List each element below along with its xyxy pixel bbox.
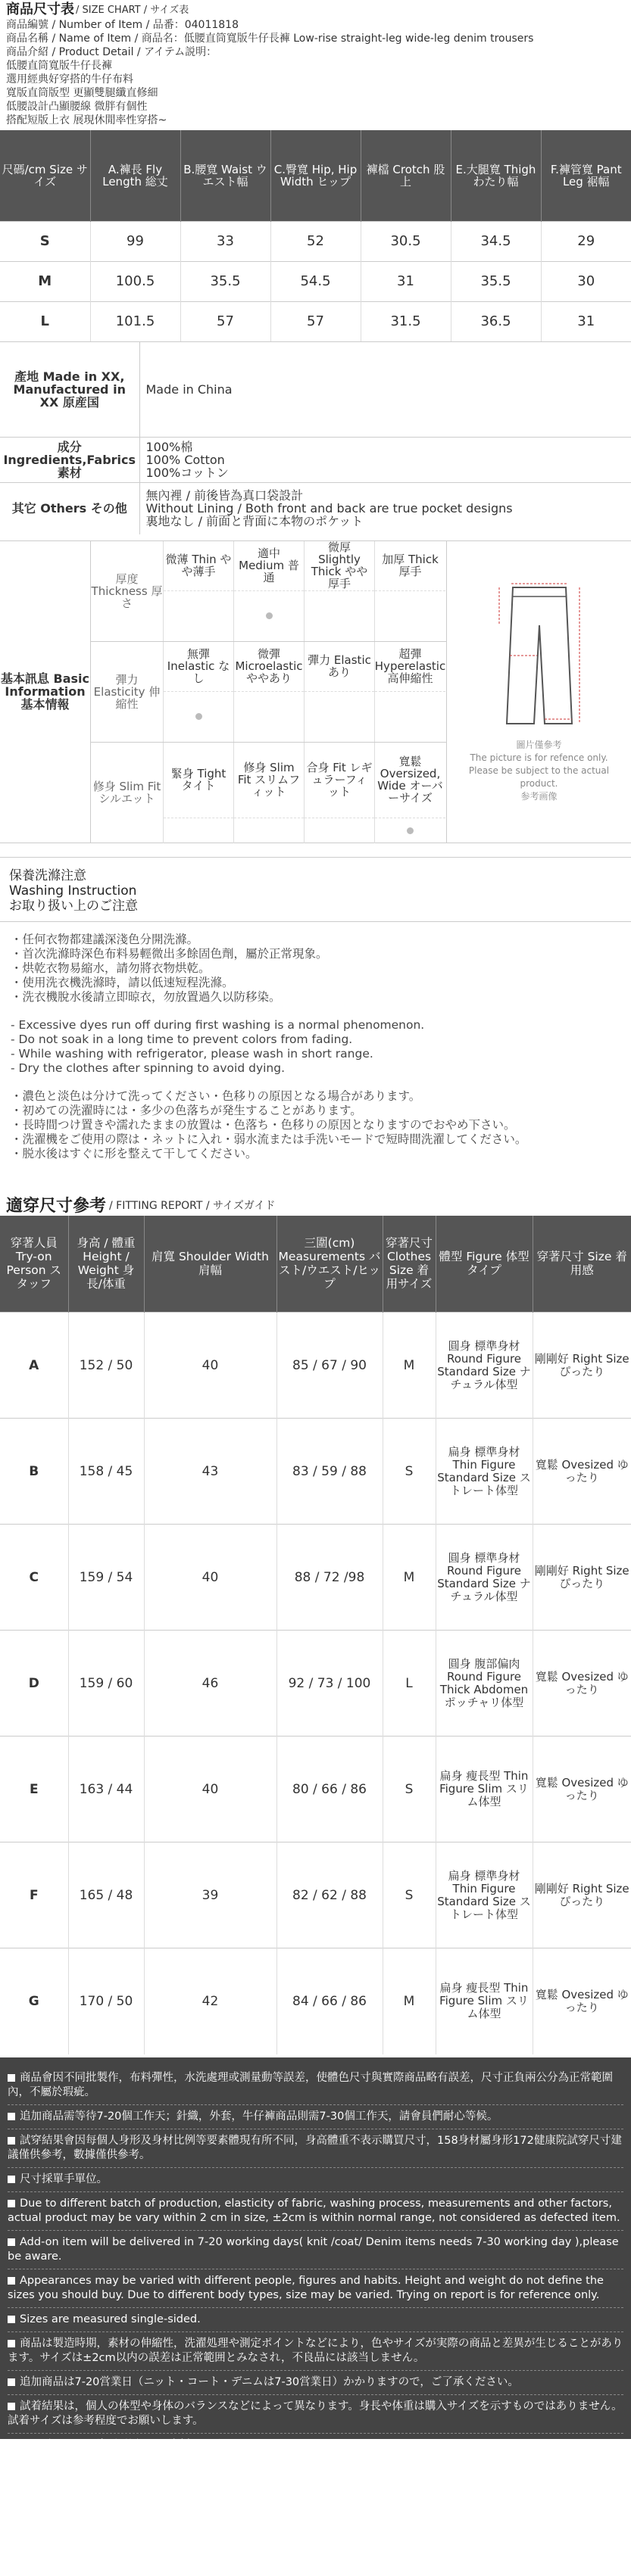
fit-cell: 159 / 54 bbox=[68, 1525, 144, 1631]
note-text: Appearances may be varied with different people, figures and habits. Height and weight do not define the sizes you should buy. Due to different body types, size may be varied. Trying on report is for reference only. bbox=[8, 2274, 604, 2301]
fit-header: 肩寬 Shoulder Width 肩幅 bbox=[144, 1216, 276, 1313]
size-header: F.褲管寬 Pant Leg 裾幅 bbox=[541, 130, 631, 221]
thickness-head: 厚度 Thickness 厚さ bbox=[91, 541, 164, 641]
caption-line: 参考画像 bbox=[520, 791, 558, 802]
wash-line: - Excessive dyes run off during first washing is a normal phenomenon. bbox=[11, 1017, 425, 1032]
size-cell: 31 bbox=[541, 301, 631, 341]
fit-cell: 剛剛好 Right Size ぴったり bbox=[533, 1842, 631, 1948]
size-header: C.臀寬 Hip, Hip Width ヒップ bbox=[270, 130, 361, 221]
size-cell: 31 bbox=[361, 261, 451, 301]
size-chart-title-bold: 商品尺寸表 bbox=[6, 2, 74, 17]
fit-option: 合身 Fit レギュラーフィット bbox=[305, 743, 374, 818]
fit-option: 寬鬆 Oversized, Wide オーバーサイズ bbox=[375, 743, 445, 818]
fit-cell: S bbox=[383, 1737, 436, 1842]
origin-value: Made in China bbox=[139, 342, 631, 438]
basic-information bbox=[0, 540, 631, 843]
fit-cell: S bbox=[383, 1419, 436, 1525]
size-cell: 35.5 bbox=[180, 261, 270, 301]
ingredients-line: 100%コットン bbox=[145, 466, 229, 480]
trousers-icon bbox=[483, 580, 596, 731]
square-bullet-icon bbox=[8, 2316, 15, 2323]
fit-cell: 40 bbox=[144, 1525, 276, 1631]
fit-header: 穿著尺寸 Clothes Size 着用サイズ bbox=[383, 1216, 436, 1313]
others-value bbox=[139, 483, 631, 534]
fit-cell: 圓身 標準身材 Round Figure Standard Size ナチュラル体型 bbox=[436, 1525, 533, 1631]
fit-cell: 159 / 60 bbox=[68, 1631, 144, 1737]
fit-cell: 163 / 44 bbox=[68, 1737, 144, 1842]
fit-cell: 寬鬆 Ovesized ゆったり bbox=[533, 1737, 631, 1842]
wash-line: ・濃色と淡色は分けて洗ってください・色移りの原因となる場合があります。 bbox=[11, 1089, 421, 1103]
fit-cell: 剛剛好 Right Size ぴったり bbox=[533, 1525, 631, 1631]
fit-header: 穿著人員 Try-on Person スタッフ bbox=[0, 1216, 68, 1313]
info-line: 商品名稱 / Name of Item / 商品名：低腰直筒寬版牛仔長褲 Low-rise straight-leg wide-leg denim trousers bbox=[6, 33, 534, 45]
fit-cell: 83 / 59 / 88 bbox=[276, 1419, 383, 1525]
ingredients-line: 100% Cotton bbox=[145, 453, 225, 467]
fit-header: 三圍(cm) Measurements バスト/ウエスト/ヒップ bbox=[276, 1216, 383, 1313]
elasticity-option: 無彈 Inelastic なし bbox=[164, 642, 233, 692]
fit-option: 修身 Slim Fit スリムフィット bbox=[234, 743, 304, 818]
selected-dot-icon bbox=[266, 612, 273, 619]
table-row bbox=[0, 1313, 631, 1419]
size-cell: 30 bbox=[541, 261, 631, 301]
square-bullet-icon bbox=[8, 2277, 15, 2285]
size-cell: 99 bbox=[90, 221, 180, 261]
wash-line: ・洗濯機をご使用の際は・ネットに入れ・弱水流または手洗いモードで短時間洗濯してください。 bbox=[11, 1132, 527, 1146]
note-text: Add-on item will be delivered in 7-20 working days( knit /coat/ Denim items needs 7-30 working day ),please be aware. bbox=[8, 2235, 619, 2263]
washing-instruction bbox=[0, 857, 631, 1167]
table-row bbox=[0, 221, 631, 261]
size-cell: 52 bbox=[270, 221, 361, 261]
thickness-option: 微厚 Slightly Thick やや厚手 bbox=[305, 541, 374, 591]
wash-line: - While washing with refrigerator, please wash in short range. bbox=[11, 1046, 373, 1061]
fit-cell: C bbox=[0, 1525, 68, 1631]
washing-title-line: 保養洗滌注意 bbox=[9, 867, 86, 883]
size-cell: 34.5 bbox=[451, 221, 541, 261]
fit-cell: A bbox=[0, 1313, 68, 1419]
note-item bbox=[8, 2332, 623, 2371]
elasticity-option: 超彈 Hyperelastic 高伸縮性 bbox=[375, 642, 445, 692]
square-bullet-icon bbox=[8, 2403, 15, 2410]
elasticity-row bbox=[91, 642, 446, 743]
origin-label: 產地 Made in XX, Manufactured in XX 原産国 bbox=[0, 342, 139, 438]
fit-cell: G bbox=[0, 1948, 68, 2054]
info-line: 搭配短版上衣 展現休閒率性穿搭~ bbox=[6, 114, 167, 126]
fit-header: 體型 Figure 体型タイプ bbox=[436, 1216, 533, 1313]
size-chart-title-rest: / SIZE CHART / サイズ表 bbox=[76, 4, 189, 16]
note-item bbox=[8, 2269, 623, 2308]
fit-cell: 85 / 67 / 90 bbox=[276, 1313, 383, 1419]
elasticity-option: 彈力 Elastic あり bbox=[305, 642, 374, 692]
size-cell: 36.5 bbox=[451, 301, 541, 341]
size-cell: 29 bbox=[541, 221, 631, 261]
size-cell: M bbox=[0, 261, 90, 301]
wash-line: ・任何衣物都建議深淺色分開洗滌。 bbox=[11, 932, 199, 946]
size-cell: 54.5 bbox=[270, 261, 361, 301]
fit-cell: D bbox=[0, 1631, 68, 1737]
note-text: 商品は製造時期，素材の伸縮性，洗濯処理や測定ポイントなどにより，色やサイズが実際の商品と差異が生じることがあります。サイズは±2cm以内の誤差は正常範囲とみなされ，不良品には該当しません。 bbox=[8, 2337, 623, 2364]
square-bullet-icon bbox=[8, 2238, 15, 2246]
fitting-report-title bbox=[0, 1195, 631, 1216]
others-line: Without Lining / Both front and back are true pocket designs bbox=[145, 501, 513, 516]
caption-line: 圖片僅參考 bbox=[516, 740, 562, 750]
table-row bbox=[0, 261, 631, 301]
size-cell: S bbox=[0, 221, 90, 261]
wash-line: ・使用洗衣機洗滌時，請以低速短程洗滌。 bbox=[11, 975, 234, 989]
note-item bbox=[8, 2231, 623, 2269]
square-bullet-icon bbox=[8, 2113, 15, 2120]
info-line: 寬版直筒版型 更顯雙腿纖直修細 bbox=[6, 87, 158, 99]
fit-cell: 46 bbox=[144, 1631, 276, 1737]
size-cell: 33 bbox=[180, 221, 270, 261]
fit-cell: F bbox=[0, 1842, 68, 1948]
thickness-row bbox=[91, 541, 446, 642]
basic-info-grid bbox=[91, 541, 447, 843]
elasticity-head: 彈力 Elasticity 伸縮性 bbox=[91, 642, 164, 742]
fit-cell: 扁身 標準身材 Thin Figure Standard Size ストレート体型 bbox=[436, 1419, 533, 1525]
fit-cell: 170 / 50 bbox=[68, 1948, 144, 2054]
info-line: 商品介紹 / Product Detail / アイテム説明： bbox=[6, 46, 217, 58]
others-line: 裏地なし / 前面と背面に本物のポケット bbox=[145, 514, 364, 529]
fit-cell: 84 / 66 / 86 bbox=[276, 1948, 383, 2054]
wash-line: ・長時間つけ置きや濡れたままの放置は・色落ち・色移りの原因となりますのでおやめ下さい。 bbox=[11, 1117, 516, 1132]
wash-line: ・洗衣機脫水後請立即晾衣，勿放置過久以防移染。 bbox=[11, 989, 281, 1004]
note-item bbox=[8, 2434, 623, 2457]
note-text: サイズはすべて片面平置きでの測定となります。 bbox=[20, 2438, 260, 2451]
fitting-title-bold: 適穿尺寸參考 bbox=[6, 1197, 107, 1216]
ingredients-value bbox=[139, 438, 631, 483]
fit-cell: M bbox=[383, 1525, 436, 1631]
fit-cell: 39 bbox=[144, 1842, 276, 1948]
selected-dot-icon bbox=[407, 827, 414, 834]
thickness-option: 加厚 Thick 厚手 bbox=[375, 541, 445, 591]
fit-cell: 扁身 標準身材 Thin Figure Standard Size ストレート体型 bbox=[436, 1842, 533, 1948]
fit-cell: L bbox=[383, 1631, 436, 1737]
note-text: 追加商品は7-20営業日（ニット・コート・デニムは7-30営業日）かかりますので，ご了承ください。 bbox=[20, 2375, 519, 2388]
note-item bbox=[8, 2105, 623, 2129]
fit-row bbox=[91, 743, 446, 843]
square-bullet-icon bbox=[8, 2176, 15, 2183]
others-line: 無內裡 / 前後皆為真口袋設計 bbox=[145, 488, 304, 503]
note-text: 商品會因不同批製作，布料彈性，水洗處理或測量動等誤差，使體色尺寸與實際商品略有誤差，尺寸正負兩公分為正常範圍內，不屬於瑕疵。 bbox=[8, 2071, 613, 2098]
info-line: 商品編號 / Number of Item / 品番：04011818 bbox=[6, 19, 239, 31]
washing-title bbox=[0, 858, 631, 922]
table-row bbox=[0, 301, 631, 341]
fit-cell: 158 / 45 bbox=[68, 1419, 144, 1525]
fit-cell: 剛剛好 Right Size ぴったり bbox=[533, 1313, 631, 1419]
square-bullet-icon bbox=[8, 2378, 15, 2386]
note-text: 尺寸採單手單位。 bbox=[20, 2173, 108, 2185]
product-info bbox=[0, 17, 631, 127]
elasticity-option: 微彈 Microelastic ややあり bbox=[234, 642, 304, 692]
fit-cell: 寬鬆 Ovesized ゆったり bbox=[533, 1948, 631, 2054]
note-item bbox=[8, 2067, 623, 2105]
note-item bbox=[8, 2308, 623, 2332]
table-row bbox=[0, 1631, 631, 1737]
washing-title-line: お取り扱い上のご注意 bbox=[9, 898, 138, 914]
notes-panel bbox=[0, 2057, 631, 2451]
fit-cell: 42 bbox=[144, 1948, 276, 2054]
fit-cell: 88 / 72 /98 bbox=[276, 1525, 383, 1631]
fit-cell: 40 bbox=[144, 1313, 276, 1419]
washing-title-line: Washing Instruction bbox=[9, 883, 137, 899]
size-chart-title bbox=[0, 0, 631, 17]
note-text: Due to different batch of production, elasticity of fabric, washing process, measurements and other factors, actual product may be vary within 2 cm in size, ±2cm is within normal range, not considered as defected item. bbox=[8, 2197, 620, 2224]
note-text: 試穿結果會因每個人身形及身材比例等要素體現有所不同，身高體重不表示購買尺寸，158身材屬身形172健康院試穿尺寸建議僅供參考，數據僅供參考。 bbox=[8, 2134, 622, 2161]
table-row bbox=[0, 1525, 631, 1631]
info-line: 選用經典好穿搭的牛仔布料 bbox=[6, 73, 133, 86]
size-header: 尺碼/cm Size サイズ bbox=[0, 130, 90, 221]
selected-dot-icon bbox=[195, 713, 202, 720]
ingredients-line: 100%棉 bbox=[145, 440, 193, 454]
caption-line: Please be subject to the actual product. bbox=[468, 765, 610, 789]
fit-cell: 寬鬆 Ovesized ゆったり bbox=[533, 1631, 631, 1737]
wash-line: ・脱水後はすぐに形を整えて干してください。 bbox=[11, 1146, 258, 1160]
fit-option: 緊身 Tight タイト bbox=[164, 743, 233, 818]
square-bullet-icon bbox=[8, 2074, 15, 2082]
fit-cell: 寬鬆 Ovesized ゆったり bbox=[533, 1419, 631, 1525]
spec-table bbox=[0, 341, 631, 534]
size-header: E.大腿寬 Thigh わたり幅 bbox=[451, 130, 541, 221]
fit-cell: E bbox=[0, 1737, 68, 1842]
fit-cell: B bbox=[0, 1419, 68, 1525]
wash-line: ・烘乾衣物易縮水，請勿將衣物烘乾。 bbox=[11, 961, 211, 975]
others-label: 其它 Others その他 bbox=[0, 483, 139, 534]
thickness-option: 微薄 Thin やや薄手 bbox=[164, 541, 233, 591]
wash-line: ・初めての洗濯時には・多少の色落ちが発生することがあります。 bbox=[11, 1103, 362, 1117]
fit-cell: M bbox=[383, 1948, 436, 2054]
table-row bbox=[0, 1737, 631, 1842]
wash-line: - Do not soak in a long time to prevent colors from fading. bbox=[11, 1032, 353, 1046]
note-item bbox=[8, 2371, 623, 2395]
wash-line: - Dry the clothes after spinning to avoid dying. bbox=[11, 1061, 286, 1075]
size-header: 褲檔 Crotch 股上 bbox=[361, 130, 451, 221]
size-cell: 57 bbox=[270, 301, 361, 341]
size-table bbox=[0, 130, 631, 341]
note-item bbox=[8, 2129, 623, 2168]
note-item bbox=[8, 2168, 623, 2192]
note-item bbox=[8, 2395, 623, 2434]
note-text: Sizes are measured single-sided. bbox=[20, 2313, 201, 2325]
image-caption bbox=[453, 739, 625, 803]
table-row bbox=[0, 1419, 631, 1525]
fit-cell: 165 / 48 bbox=[68, 1842, 144, 1948]
fit-cell: 圓身 腹部偏肉 Round Figure Thick Abdomen ポッチャリ体型 bbox=[436, 1631, 533, 1737]
size-header: B.腰寬 Waist ウエスト幅 bbox=[180, 130, 270, 221]
size-cell: 31.5 bbox=[361, 301, 451, 341]
info-line: 低腰設計凸顯腰線 微胖有個性 bbox=[6, 101, 148, 113]
fit-cell: 152 / 50 bbox=[68, 1313, 144, 1419]
fit-cell: S bbox=[383, 1842, 436, 1948]
fit-header: 穿著尺寸 Size 着用感 bbox=[533, 1216, 631, 1313]
ingredients-label: 成分 Ingredients,Fabrics 素材 bbox=[0, 438, 139, 483]
fit-cell: 圓身 標準身材 Round Figure Standard Size ナチュラル体型 bbox=[436, 1313, 533, 1419]
fitting-title-rest: / FITTING REPORT / サイズガイド bbox=[109, 1199, 276, 1212]
note-text: 追加商品需等待7-20個工作天；針織，外套，牛仔褲商品則需7-30個工作天，請會員們耐心等候。 bbox=[20, 2110, 498, 2123]
fit-cell: 扁身 瘦長型 Thin Figure Slim スリム体型 bbox=[436, 1737, 533, 1842]
table-row bbox=[0, 1948, 631, 2054]
trousers-diagram bbox=[447, 541, 631, 843]
fitting-table bbox=[0, 1216, 631, 2054]
fit-header: 身高 / 體重 Height / Weight 身長/体重 bbox=[68, 1216, 144, 1313]
square-bullet-icon bbox=[8, 2137, 15, 2145]
fit-cell: 82 / 62 / 88 bbox=[276, 1842, 383, 1948]
square-bullet-icon bbox=[8, 2200, 15, 2207]
basic-info-label: 基本訊息 Basic Information 基本情報 bbox=[0, 541, 91, 843]
washing-body bbox=[0, 922, 631, 1167]
size-cell: 57 bbox=[180, 301, 270, 341]
thickness-option: 適中 Medium 普通 bbox=[234, 541, 304, 591]
fit-cell: 80 / 66 / 86 bbox=[276, 1737, 383, 1842]
fit-cell: 43 bbox=[144, 1419, 276, 1525]
size-cell: 30.5 bbox=[361, 221, 451, 261]
caption-line: The picture is for refence only. bbox=[470, 752, 608, 763]
note-text: 試着結果は，個人の体型や身体のバランスなどによって異なります。身長や体重は購入サイズを示すものではありません。試着サイズは参考程度でお願いします。 bbox=[8, 2400, 623, 2427]
size-cell: 100.5 bbox=[90, 261, 180, 301]
square-bullet-icon bbox=[8, 2441, 15, 2449]
info-line: 低腰直筒寬版牛仔長褲 bbox=[6, 60, 112, 72]
square-bullet-icon bbox=[8, 2340, 15, 2347]
wash-line: ・首次洗滌時深色布料易輕微出多餘固色劑，屬於正常現象。 bbox=[11, 946, 328, 961]
size-cell: L bbox=[0, 301, 90, 341]
table-row bbox=[0, 1842, 631, 1948]
fit-cell: M bbox=[383, 1313, 436, 1419]
fit-cell: 92 / 73 / 100 bbox=[276, 1631, 383, 1737]
size-header: A.褲長 Fly Length 総丈 bbox=[90, 130, 180, 221]
size-cell: 35.5 bbox=[451, 261, 541, 301]
fit-head: 修身 Slim Fit シルエット bbox=[91, 743, 164, 843]
fit-cell: 40 bbox=[144, 1737, 276, 1842]
size-cell: 101.5 bbox=[90, 301, 180, 341]
fit-cell: 扁身 瘦長型 Thin Figure Slim スリム体型 bbox=[436, 1948, 533, 2054]
note-item bbox=[8, 2192, 623, 2231]
